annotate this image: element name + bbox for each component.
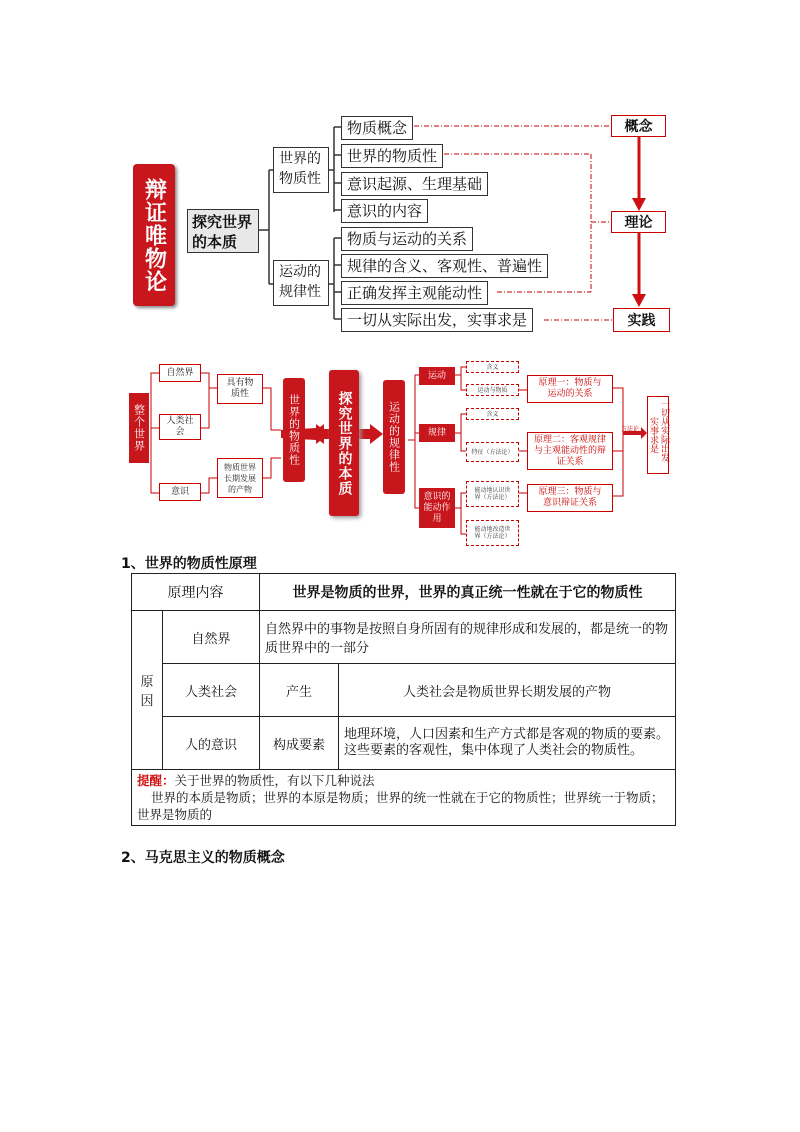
- item-law-meaning: 规律的含义、客观性、普遍性: [341, 254, 548, 278]
- mindmap-dialectical-materialism: [121, 112, 676, 338]
- table-row: [132, 717, 676, 770]
- left-whole-world: 整个世界: [129, 393, 149, 463]
- table-row: [132, 664, 676, 717]
- node-consciousness: 意识: [159, 483, 201, 501]
- node-active-role: 意识的能动作用: [419, 488, 455, 528]
- tip-label: 提醒：: [137, 773, 175, 788]
- section-2-title: 2、马克思主义的物质概念: [121, 850, 285, 866]
- nature-label: 自然界: [163, 611, 260, 664]
- principle-table: [131, 573, 676, 826]
- node-has-material: 具有物质性: [217, 374, 263, 404]
- tip-row: [132, 770, 676, 826]
- main-title-banner: 辩证唯物论: [133, 164, 175, 306]
- tip-line-2: 世界的本质是物质；世界的本原是物质；世界的统一性就在于它的物质性；世界统一于物质；世界是物质的: [137, 790, 664, 822]
- detail-know-world: 能动地认识世界（方法论）: [466, 481, 519, 507]
- society-mid: 产生: [260, 664, 339, 717]
- detail-change-world: 能动地改造世界（方法论）: [466, 520, 519, 546]
- detail-feature: 特征（方法论）: [466, 442, 519, 462]
- principle-2: 原理二：客观规律与主观能动性的辩证关系: [527, 432, 613, 470]
- item-seek-truth: 一切从实际出发，实事求是: [341, 308, 533, 332]
- detail-motion-matter: 运动与物质: [466, 384, 519, 396]
- society-text: 人类社会是物质世界长期发展的产物: [339, 664, 676, 717]
- node-motion: 运动: [419, 367, 455, 385]
- item-world-material: 世界的物质性: [341, 144, 443, 168]
- principle-3: 原理三：物质与意识辩证关系: [527, 484, 613, 512]
- item-consciousness-content: 意识的内容: [341, 199, 428, 223]
- branch-world-material: 世界的物质性: [273, 147, 329, 193]
- header-principle: 世界是物质的世界，世界的真正统一性就在于它的物质性: [260, 574, 676, 611]
- table-header-row: [132, 574, 676, 611]
- consciousness-text: 地理环境，人口因素和生产方式都是客观的物质的要素。这些要素的客观性，集中体现了人类社会的物质性。: [339, 717, 676, 770]
- item-matter-motion: 物质与运动的关系: [341, 227, 473, 251]
- consciousness-label: 人的意识: [163, 717, 260, 770]
- center-node: 探究世界的本质: [187, 209, 259, 253]
- node-nature: 自然界: [159, 364, 201, 382]
- node-society: 人类社会: [159, 414, 201, 440]
- detail-meaning-2: 含义: [466, 408, 519, 420]
- node-law: 规律: [419, 424, 455, 442]
- branch-motion-law: 运动的规律性: [273, 260, 329, 306]
- table-row: [132, 611, 676, 664]
- item-subjective-initiative: 正确发挥主观能动性: [341, 281, 488, 305]
- detail-meaning-1: 含义: [466, 361, 519, 373]
- reason-label: 原因: [140, 675, 154, 709]
- principle-1: 原理一：物质与运动的关系: [527, 375, 613, 403]
- node-motion-law: 运动的规律性: [383, 380, 405, 494]
- reason-cell: [132, 611, 163, 770]
- section-1-title: 1、世界的物质性原理: [121, 556, 257, 572]
- society-label: 人类社会: [163, 664, 260, 717]
- method-label: 方法论: [621, 426, 640, 433]
- center-explore-world: 探究世界的本质: [329, 370, 359, 516]
- mindmap-explore-world: [121, 358, 674, 548]
- right-practice: 实践: [613, 308, 670, 332]
- nature-text: 自然界中的事物是按照自身所固有的规律形成和发展的，都是统一的物质世界中的一部分: [260, 611, 676, 664]
- item-consciousness-origin: 意识起源、生理基础: [341, 172, 488, 196]
- right-theory: 理论: [611, 211, 666, 233]
- right-concept: 概念: [611, 115, 666, 137]
- header-content-label: 原理内容: [132, 574, 260, 611]
- tip-line-1: 关于世界的物质性，有以下几种说法: [174, 773, 375, 788]
- item-matter-concept: 物质概念: [341, 116, 413, 140]
- conclusion-seek-truth: 一切从实际出发，实事求是: [647, 396, 669, 474]
- tip-cell: [132, 770, 676, 826]
- node-world-material: 世界的物质性: [283, 378, 305, 482]
- node-product: 物质世界长期发展的产物: [217, 458, 263, 498]
- consciousness-mid: 构成要素: [260, 717, 339, 770]
